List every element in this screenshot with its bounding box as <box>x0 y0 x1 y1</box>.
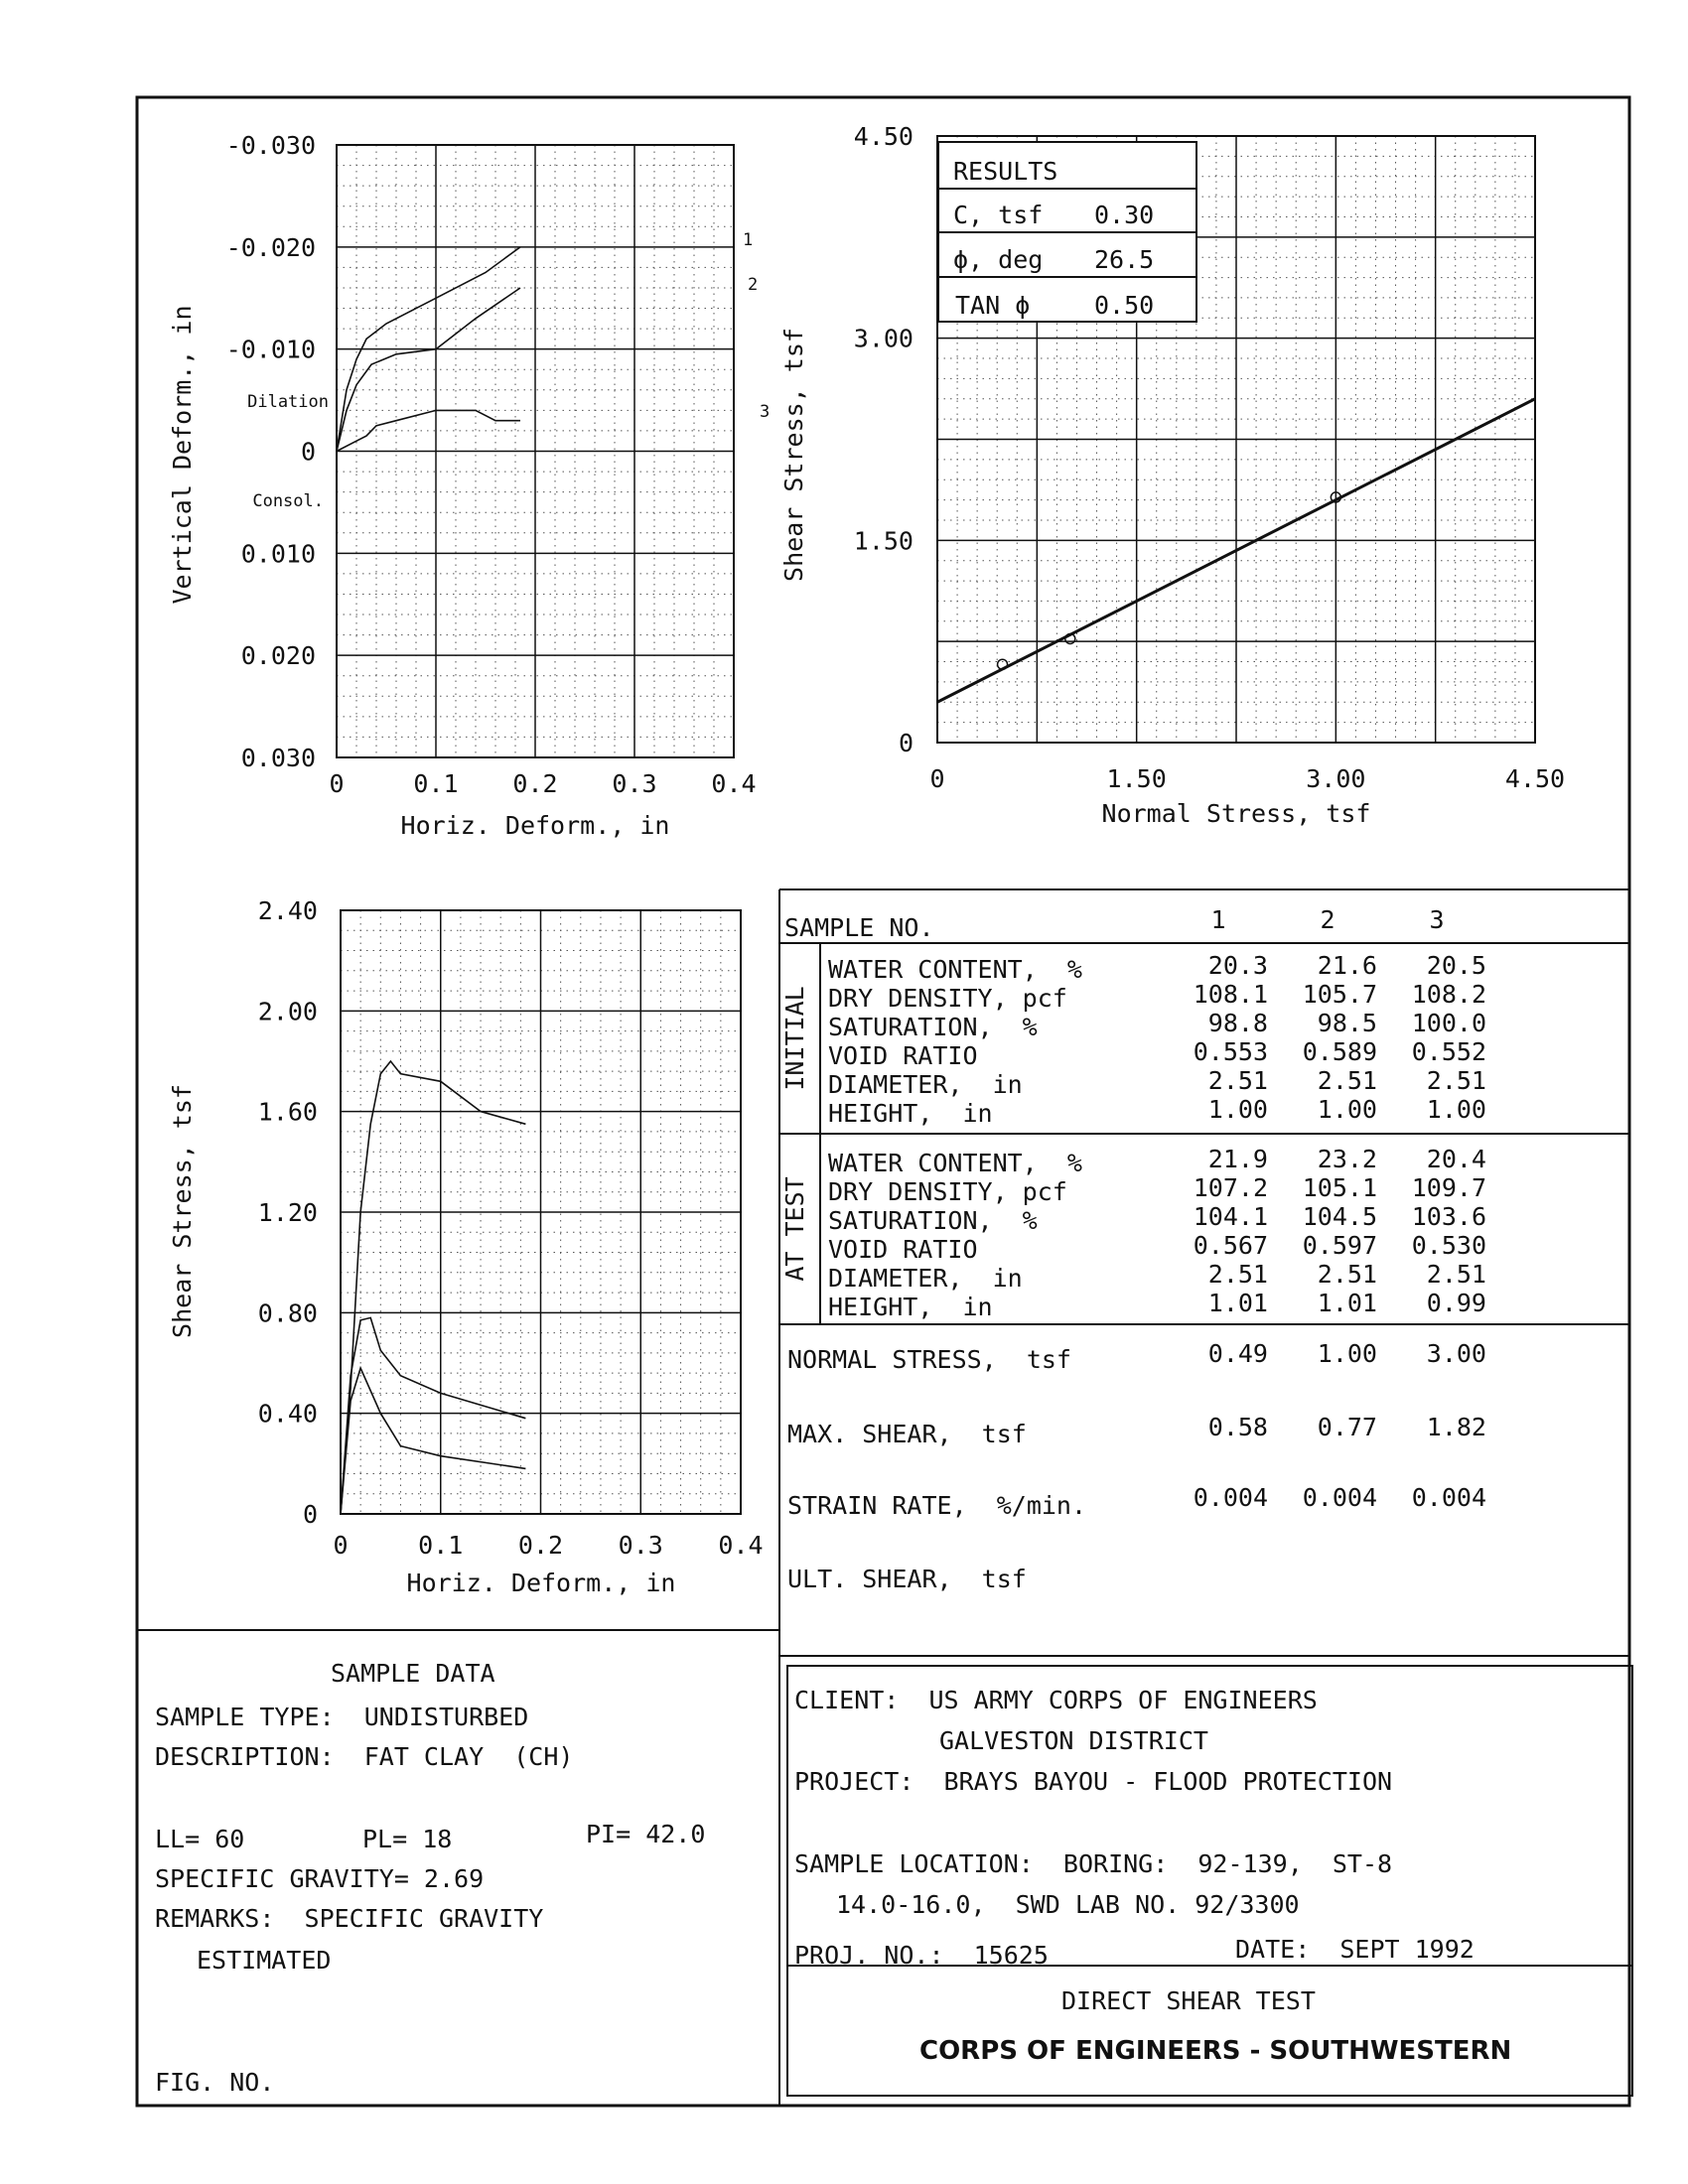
initial-row-value: 98.8 <box>1207 1009 1268 1037</box>
x-tick-label: 0.3 <box>612 769 657 798</box>
strain-rate-3: 0.004 <box>1411 1483 1486 1512</box>
cohesion-value: 0.30 <box>1094 201 1155 229</box>
strain-rate-1: 0.004 <box>1193 1483 1268 1512</box>
strain-rate-2: 0.004 <box>1302 1483 1377 1512</box>
series-label: 2 <box>748 275 759 295</box>
initial-row-label: DIAMETER, in <box>828 1070 1023 1099</box>
initial-row-value: 20.5 <box>1426 951 1486 980</box>
y-axis-label: Vertical Deform., in <box>168 305 197 605</box>
plastic-limit: PL= 18 <box>362 1825 453 1853</box>
x-axis-label: Horiz. Deform., in <box>406 1569 676 1597</box>
at-test-row-value: 21.9 <box>1207 1145 1268 1173</box>
sample-type-line: SAMPLE TYPE: UNDISTURBED <box>155 1703 529 1731</box>
at-test-row-value: 104.1 <box>1193 1202 1268 1231</box>
initial-row-value: 1.00 <box>1207 1095 1268 1124</box>
y-tick-label: -0.010 <box>225 335 316 364</box>
sample-location-detail: 14.0-16.0, SWD LAB NO. 92/3300 <box>836 1890 1300 1919</box>
at-test-group-label: AT TEST <box>780 1176 809 1282</box>
y-tick-label: 2.00 <box>257 997 318 1026</box>
initial-row-value: 20.3 <box>1207 951 1268 980</box>
y-tick-label: 0.010 <box>240 539 316 569</box>
client-line: CLIENT: US ARMY CORPS OF ENGINEERS <box>794 1686 1318 1714</box>
y-tick-label: 2.40 <box>257 896 318 925</box>
initial-row-value: 108.1 <box>1193 980 1268 1009</box>
y-axis-label: Shear Stress, tsf <box>779 328 808 582</box>
at-test-row-label: VOID RATIO <box>828 1235 978 1264</box>
x-tick-label: 0.4 <box>711 769 757 798</box>
project-line: PROJECT: BRAYS BAYOU - FLOOD PROTECTION <box>794 1767 1393 1796</box>
at-test-row-label: WATER CONTENT, % <box>828 1149 1082 1177</box>
y-tick-label: 0.80 <box>257 1298 318 1328</box>
at-test-row-label: DRY DENSITY, pcf <box>828 1177 1067 1206</box>
max-shear-1: 0.58 <box>1207 1413 1268 1441</box>
x-tick-label: 0.2 <box>517 1531 564 1560</box>
client-district: GALVESTON DISTRICT <box>939 1726 1208 1755</box>
x-tick-label: 0 <box>929 764 945 793</box>
series-line <box>341 1061 525 1514</box>
figure-number-label: FIG. NO. <box>155 2068 275 2097</box>
normal-stress-2: 1.00 <box>1317 1339 1377 1368</box>
y-tick-label: -0.030 <box>225 131 316 160</box>
initial-row-value: 0.552 <box>1411 1037 1486 1066</box>
initial-row-value: 1.00 <box>1317 1095 1377 1124</box>
x-tick-label: 4.50 <box>1504 764 1566 793</box>
dilation-annotation: Dilation <box>247 392 329 412</box>
strain-rate-label: STRAIN RATE, %/min. <box>787 1491 1087 1520</box>
results-title: RESULTS <box>953 157 1058 186</box>
at-test-row-value: 2.51 <box>1426 1260 1486 1289</box>
tan-phi-value: 0.50 <box>1094 291 1155 320</box>
series-line <box>341 1317 525 1514</box>
sample-no-header: SAMPLE NO. <box>784 913 934 942</box>
initial-row-value: 2.51 <box>1317 1066 1377 1095</box>
y-axis-label: Shear Stress, tsf <box>168 1084 197 1338</box>
cohesion-label: C, tsf <box>953 201 1044 229</box>
x-tick-label: 0 <box>329 769 345 798</box>
y-tick-label: 0 <box>300 437 316 467</box>
phi-value: 26.5 <box>1094 245 1155 274</box>
normal-stress-3: 3.00 <box>1426 1339 1486 1368</box>
x-tick-label: 0.1 <box>418 1531 464 1560</box>
phi-label: ϕ, deg <box>953 245 1044 274</box>
initial-row-label: WATER CONTENT, % <box>828 955 1082 984</box>
liquid-limit: LL= 60 <box>155 1825 245 1853</box>
initial-row-value: 98.5 <box>1317 1009 1377 1037</box>
at-test-row-value: 103.6 <box>1411 1202 1486 1231</box>
project-number: PROJ. NO.: 15625 <box>794 1941 1049 1970</box>
at-test-row-value: 1.01 <box>1207 1289 1268 1317</box>
at-test-row-value: 109.7 <box>1411 1173 1486 1202</box>
initial-row-value: 105.7 <box>1302 980 1377 1009</box>
at-test-row-value: 0.99 <box>1426 1289 1486 1317</box>
specific-gravity-line: SPECIFIC GRAVITY= 2.69 <box>155 1864 485 1893</box>
initial-row-value: 2.51 <box>1207 1066 1268 1095</box>
x-tick-label: 0.2 <box>512 769 558 798</box>
y-tick-label: 1.50 <box>853 526 914 556</box>
initial-row-value: 1.00 <box>1426 1095 1486 1124</box>
at-test-row-value: 0.597 <box>1302 1231 1377 1260</box>
results-box <box>938 142 1196 322</box>
description-line: DESCRIPTION: FAT CLAY (CH) <box>155 1742 574 1771</box>
test-name: DIRECT SHEAR TEST <box>1061 1986 1316 2015</box>
series-label: 1 <box>743 230 754 250</box>
ult-shear-label: ULT. SHEAR, tsf <box>787 1565 1027 1593</box>
x-tick-label: 0.3 <box>618 1531 663 1560</box>
sample-no-2: 2 <box>1320 905 1336 934</box>
organization-name: CORPS OF ENGINEERS - SOUTHWESTERN <box>919 2036 1512 2066</box>
sample-no-3: 3 <box>1429 905 1445 934</box>
tan-phi-label: TAN ϕ <box>955 291 1031 320</box>
at-test-row-value: 104.5 <box>1302 1202 1377 1231</box>
consolidation-annotation: Consol. <box>252 491 324 511</box>
max-shear-label: MAX. SHEAR, tsf <box>787 1420 1027 1448</box>
x-tick-label: 0.4 <box>718 1531 764 1560</box>
x-tick-label: 0 <box>333 1531 349 1560</box>
at-test-row-label: HEIGHT, in <box>828 1293 993 1321</box>
at-test-row-value: 20.4 <box>1426 1145 1486 1173</box>
at-test-row-value: 23.2 <box>1317 1145 1377 1173</box>
y-tick-label: 1.20 <box>257 1198 318 1227</box>
at-test-row-value: 0.567 <box>1193 1231 1268 1260</box>
y-tick-label: 1.60 <box>257 1097 318 1127</box>
initial-group-label: INITIAL <box>780 986 809 1091</box>
at-test-row-value: 2.51 <box>1317 1260 1377 1289</box>
x-axis-label: Normal Stress, tsf <box>1101 799 1371 828</box>
vertical-deform-chart <box>168 131 770 840</box>
x-tick-label: 1.50 <box>1106 764 1167 793</box>
x-axis-label: Horiz. Deform., in <box>400 811 670 840</box>
y-tick-label: 0.030 <box>240 744 316 772</box>
initial-row-label: SATURATION, % <box>828 1013 1038 1041</box>
at-test-row-value: 107.2 <box>1193 1173 1268 1202</box>
remarks-line-continued: ESTIMATED <box>197 1946 332 1975</box>
y-tick-label: 0 <box>302 1500 318 1529</box>
plasticity-index: PI= 42.0 <box>586 1820 706 1848</box>
y-tick-label: 0.020 <box>240 641 316 671</box>
sample-no-1: 1 <box>1210 905 1226 934</box>
shear-stress-chart <box>168 896 764 1597</box>
initial-row-value: 2.51 <box>1426 1066 1486 1095</box>
y-tick-label: 0.40 <box>257 1399 318 1429</box>
initial-row-value: 21.6 <box>1317 951 1377 980</box>
at-test-row-value: 105.1 <box>1302 1173 1377 1202</box>
sample-data-heading: SAMPLE DATA <box>331 1659 495 1688</box>
sample-location-line: SAMPLE LOCATION: BORING: 92-139, ST-8 <box>794 1849 1393 1878</box>
y-tick-label: -0.020 <box>225 232 316 262</box>
y-tick-label: 4.50 <box>853 122 914 151</box>
initial-row-label: VOID RATIO <box>828 1041 978 1070</box>
at-test-row-value: 1.01 <box>1317 1289 1377 1317</box>
series-label: 3 <box>760 402 771 422</box>
at-test-row-value: 2.51 <box>1207 1260 1268 1289</box>
initial-row-value: 100.0 <box>1411 1009 1486 1037</box>
y-tick-label: 3.00 <box>853 324 914 353</box>
initial-row-value: 0.553 <box>1193 1037 1268 1066</box>
normal-stress-1: 0.49 <box>1207 1339 1268 1368</box>
remarks-line: REMARKS: SPECIFIC GRAVITY <box>155 1904 544 1933</box>
x-tick-label: 0.1 <box>413 769 459 798</box>
report-date: DATE: SEPT 1992 <box>1235 1935 1475 1964</box>
y-tick-label: 0 <box>898 729 914 757</box>
max-shear-2: 0.77 <box>1317 1413 1377 1441</box>
initial-row-value: 108.2 <box>1411 980 1486 1009</box>
at-test-row-label: SATURATION, % <box>828 1206 1038 1235</box>
at-test-row-label: DIAMETER, in <box>828 1264 1023 1293</box>
initial-row-value: 0.589 <box>1302 1037 1377 1066</box>
at-test-row-value: 0.530 <box>1411 1231 1486 1260</box>
initial-row-label: DRY DENSITY, pcf <box>828 984 1067 1013</box>
normal-stress-label: NORMAL STRESS, tsf <box>787 1345 1071 1374</box>
max-shear-3: 1.82 <box>1426 1413 1486 1441</box>
initial-row-label: HEIGHT, in <box>828 1099 993 1128</box>
x-tick-label: 3.00 <box>1306 764 1366 793</box>
